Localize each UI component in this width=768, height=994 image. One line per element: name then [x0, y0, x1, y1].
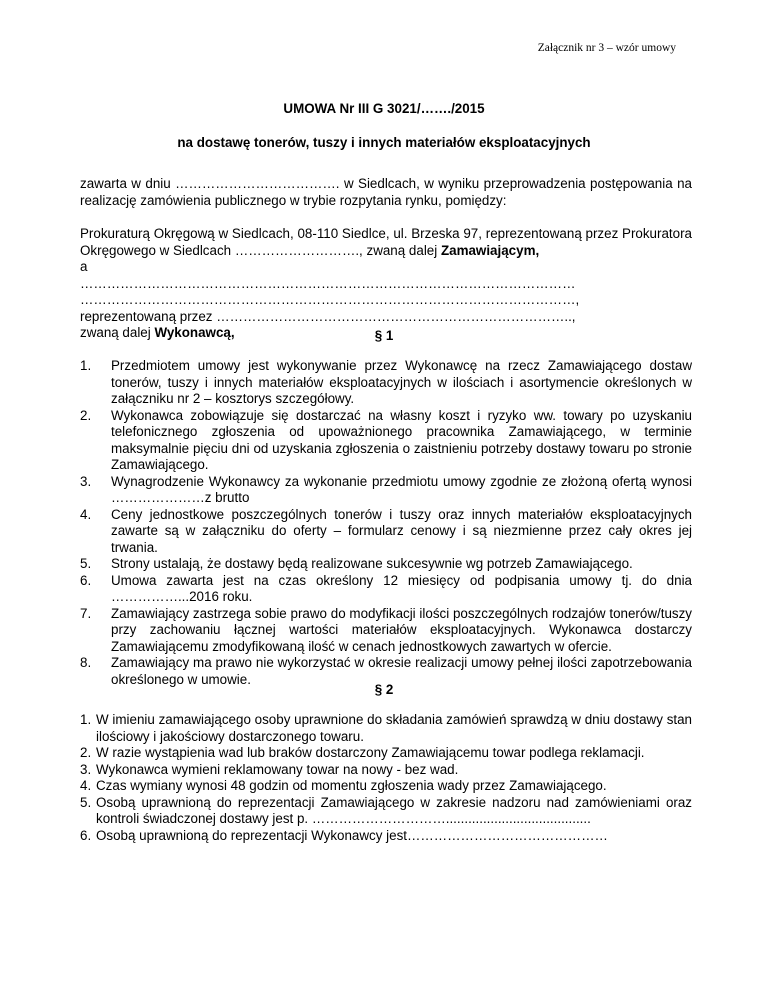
concluded-paragraph: zawarta w dniu ………………………………. w Siedlcach, w wyniku przeprowadzenia postępowania na realizację zamówienia publicznego w trybie rozpytania rynku, pomiędzy: [80, 176, 692, 208]
list-item [80, 474, 692, 507]
list-item [80, 606, 692, 656]
list-item [80, 828, 692, 845]
party1-text: Prokuraturą Okręgową w Siedlcach, 08-110 Siedlce, ul. Brzeska 97, reprezentowaną przez Prokuratora Okręgowego w Siedlcach ………………………., zwaną dalej [80, 226, 692, 258]
item-text: Czas wymiany wynosi 48 godzin od momentu zgłoszenia wady przez Zamawiającego. [96, 778, 607, 793]
list-item [80, 573, 692, 606]
party2-text: zwaną dalej [80, 325, 155, 340]
section-1-heading: § 1 [374, 328, 394, 343]
dots-line-2: …………………………………………………………………………………………………, [80, 292, 580, 307]
dots-line-1: ………………………………………………………………………………………………… [80, 275, 576, 291]
attachment-note: Załącznik nr 3 – wzór umowy [537, 42, 676, 54]
section-1-list-block [80, 358, 692, 688]
item-text: Umowa zawarta jest na czas określony 12 miesięcy od podpisania umowy tj. do dnia ……………...2016 roku. [111, 572, 692, 604]
list-item [80, 556, 692, 573]
section-2-list [80, 712, 692, 844]
section-2-list-block [80, 712, 692, 844]
party2-name: Wykonawcą, [154, 325, 235, 340]
item-text: Ceny jednostkowe poszczególnych tonerów i tuszy oraz innych materiałów eksploatacyjnych zawarte są w załączniku do oferty – formularz cenowy i są niezmienne przez cały okres jej trwania. [111, 506, 692, 555]
item-number: 2. [80, 407, 92, 423]
item-text: Wykonawca wymieni reklamowany towar na nowy - bez wad. [96, 761, 459, 777]
list-item [80, 712, 692, 745]
item-number: 2. [80, 745, 92, 760]
list-item [80, 358, 692, 408]
item-number: 3. [80, 473, 92, 489]
item-number: 5. [80, 556, 92, 571]
list-item [80, 507, 692, 557]
intro-block [80, 176, 692, 209]
item-text: Wynagrodzenie Wykonawcy za wykonanie przedmiotu umowy zgodnie ze złożoną ofertą wynosi …………………z brutto [111, 473, 692, 505]
item-number: 5. [80, 794, 92, 810]
item-text: Osobą uprawnioną do reprezentacji Wykonawcy jest……………………………………… [96, 827, 608, 843]
party1-paragraph [80, 226, 692, 259]
item-number: 4. [80, 506, 92, 522]
item-text: Przedmiotem umowy jest wykonywanie przez Wykonawcę na rzecz Zamawiającego dostaw tonerów, tuszy i innych materiałów eksploatacyjnych w ilościach i asortymencie określonych w załączniku nr 2 – kosztorys szczegółowy. [111, 358, 692, 406]
contract-title: UMOWA Nr III G 3021/……./2015 [283, 101, 485, 116]
item-text: Strony ustalają, że dostawy będą realizowane sukcesywnie wg potrzeb Zamawiającego. [111, 556, 633, 571]
item-number: 1. [80, 712, 92, 727]
item-number: 4. [80, 778, 92, 793]
item-text: Wykonawca zobowiązuje się dostarczać na własny koszt i ryzyko ww. towary po uzyskaniu telefonicznego zgłoszenia od upoważnionego pracownika Zamawiającego, w terminie maksymalnie pięciu dni od uzyskania zgłoszenia o zaistnieniu potrzeby dostawy towaru po stronie Zamawiającego. [111, 407, 692, 472]
item-number: 6. [80, 572, 92, 588]
list-item [80, 745, 692, 762]
item-number: 7. [80, 605, 92, 621]
represented-line: reprezentowaną przez …………………………………………………………………….., [80, 308, 576, 324]
list-item [80, 762, 692, 779]
item-text: Zamawiający zastrzega sobie prawo do modyfikacji ilości poszczególnych rodzajów tonerów/tuszy przy zachowaniu łącznej wartości materiałów eksploatacyjnych. Wykonawca dostarczy Zamawiającemu zmodyfikowaną ilość w cenach jednostkowych zawartych w ofercie. [111, 605, 692, 654]
item-number: 1. [80, 358, 92, 373]
item-text: W razie wystąpienia wad lub braków dostarczony Zamawiającemu towar podlega reklamacji. [96, 745, 645, 760]
party1-name: Zamawiającym, [440, 242, 540, 258]
parties-block [80, 226, 692, 342]
item-number: 8. [80, 655, 92, 670]
list-item [80, 778, 692, 795]
item-text: Osobą uprawnioną do reprezentacji Zamawiającego w zakresie nadzoru nad zamówieniami oraz kontroli świadczonej dostawy jest p. …………………………....................................... [96, 794, 692, 826]
and-text: a [80, 259, 88, 274]
item-text: Zamawiający ma prawo nie wykorzystać w okresie realizacji umowy pełnej ilości zapotrzebowania określonego w umowie. [111, 655, 692, 687]
list-item [80, 408, 692, 474]
item-text: W imieniu zamawiającego osoby uprawnione do składania zamówień sprawdzą w dniu dostawy stan ilościowy i jakościowy dostarczonego towaru. [96, 712, 692, 744]
section-1-list [80, 358, 692, 688]
item-number: 3. [80, 761, 92, 777]
item-number: 6. [80, 827, 92, 843]
list-item [80, 795, 692, 828]
section-2-heading: § 2 [374, 682, 394, 697]
contract-subtitle: na dostawę tonerów, tuszy i innych materiałów eksploatacyjnych [177, 135, 591, 150]
